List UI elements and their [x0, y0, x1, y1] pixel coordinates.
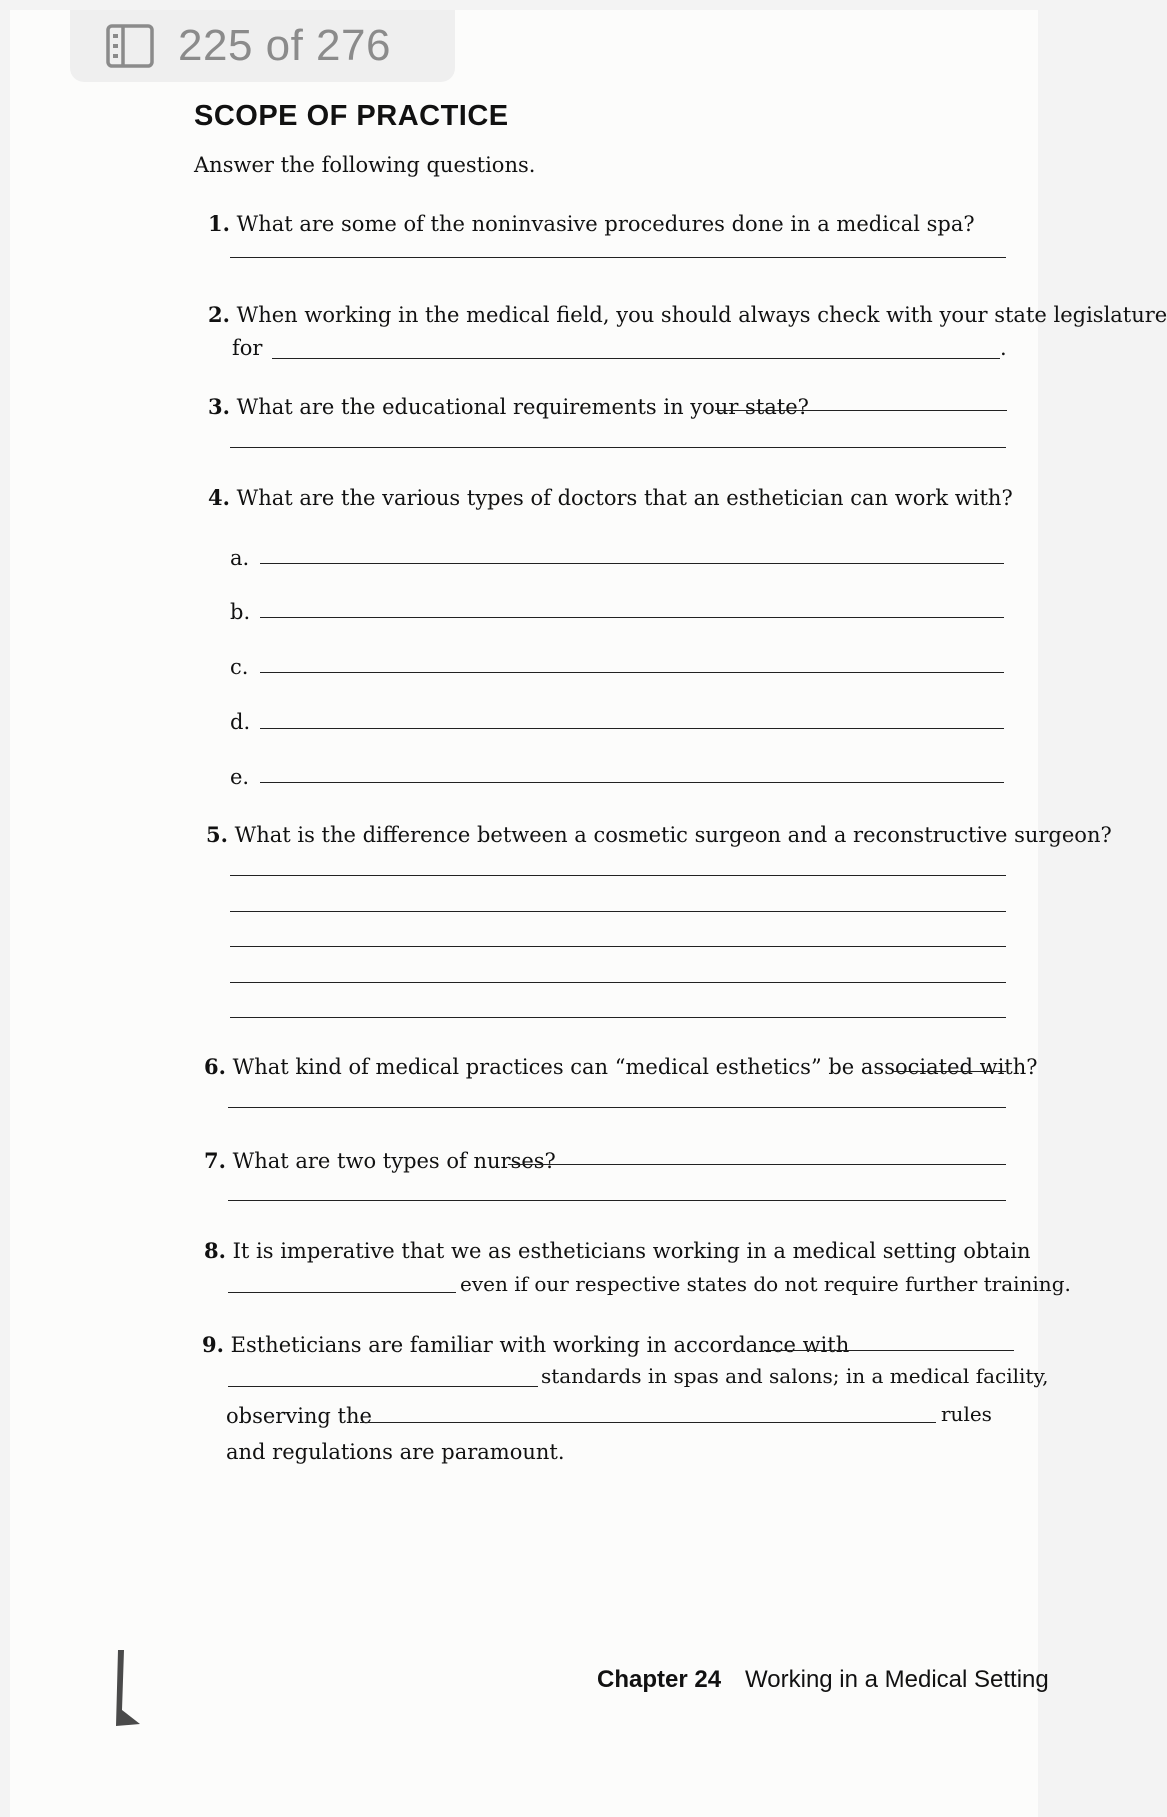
question-6 — [204, 1054, 1038, 1079]
question-8-continuation: even if our respective states do not require further training. — [460, 1272, 1071, 1296]
answer-line[interactable] — [228, 1292, 456, 1293]
question-2-continuation: for — [232, 336, 263, 360]
question-number: 4. — [208, 485, 230, 510]
answer-line[interactable] — [260, 672, 1004, 673]
sub-answer-label-b: b. — [230, 600, 251, 624]
question-number: 7. — [204, 1148, 226, 1173]
question-3 — [208, 394, 809, 419]
question-9-line3-start: observing the — [226, 1404, 372, 1428]
answer-line[interactable] — [228, 1107, 1006, 1108]
question-number: 5. — [206, 822, 228, 847]
sub-answer-label-c: c. — [230, 655, 249, 679]
question-number: 6. — [204, 1054, 226, 1079]
answer-line[interactable] — [230, 982, 1006, 983]
question-number: 1. — [208, 211, 230, 236]
sub-answer-label-d: d. — [230, 710, 251, 734]
answer-line[interactable] — [230, 875, 1006, 876]
question-text: It is imperative that we as estheticians working in a medical setting obtain — [232, 1239, 1031, 1263]
worksheet-title: SCOPE OF PRACTICE — [194, 100, 509, 132]
page-footer — [597, 1666, 1049, 1694]
question-text: Estheticians are familiar with working in accordance with — [230, 1333, 850, 1357]
answer-line[interactable] — [893, 1071, 1006, 1072]
answer-line[interactable] — [360, 1422, 936, 1423]
question-number: 3. — [208, 394, 230, 419]
answer-line[interactable] — [260, 617, 1004, 618]
document-page — [10, 10, 1167, 1817]
question-text: When working in the medical field, you should always check with your state legislature — [236, 303, 1167, 327]
answer-line[interactable] — [764, 1350, 1014, 1351]
question-9-continuation: standards in spas and salons; in a medical facility, — [541, 1364, 1049, 1388]
page-counter[interactable] — [70, 10, 455, 82]
question-9 — [202, 1332, 849, 1357]
answer-line[interactable] — [230, 447, 1006, 448]
answer-line[interactable] — [715, 410, 1007, 411]
question-text: What is the difference between a cosmetic surgeon and a reconstructive surgeon? — [234, 823, 1112, 847]
answer-line[interactable] — [260, 782, 1004, 783]
answer-line[interactable] — [230, 946, 1006, 947]
question-number: 8. — [204, 1238, 226, 1263]
question-text: What are some of the noninvasive procedures done in a medical spa? — [236, 212, 975, 236]
question-2 — [208, 302, 1167, 327]
question-9-line3-end: rules — [941, 1402, 992, 1426]
answer-line[interactable] — [260, 728, 1004, 729]
answer-line[interactable] — [508, 1164, 1006, 1165]
answer-line[interactable] — [230, 1017, 1006, 1018]
answer-line[interactable] — [228, 1200, 1006, 1201]
question-text: What are the various types of doctors that an esthetician can work with? — [236, 486, 1013, 510]
question-7 — [204, 1148, 556, 1173]
page-thumbnails-icon[interactable] — [106, 24, 154, 68]
question-text: What kind of medical practices can “medical esthetics” be associated with? — [232, 1055, 1038, 1079]
question-8 — [204, 1238, 1031, 1263]
sub-answer-label-e: e. — [230, 765, 250, 789]
answer-line[interactable] — [230, 257, 1006, 258]
answer-line[interactable] — [228, 1386, 538, 1387]
worksheet-instruction: Answer the following questions. — [194, 153, 536, 177]
chapter-number: Chapter 24 — [597, 1666, 722, 1693]
answer-line[interactable] — [272, 358, 1000, 359]
answer-line[interactable] — [230, 911, 1006, 912]
question-number: 2. — [208, 302, 230, 327]
answer-line[interactable] — [260, 563, 1004, 564]
page-edge-shadow — [110, 1650, 160, 1730]
question-text: What are the educational requirements in your state? — [236, 395, 809, 419]
question-4 — [208, 485, 1013, 510]
question-number: 9. — [202, 1332, 224, 1357]
question-2-period: . — [1000, 336, 1007, 360]
question-1 — [208, 211, 975, 236]
question-5 — [206, 822, 1112, 847]
question-text: What are two types of nurses? — [232, 1149, 556, 1173]
question-9-line4: and regulations are paramount. — [226, 1440, 565, 1464]
page-counter-text: 225 of 276 — [178, 21, 391, 70]
sub-answer-label-a: a. — [230, 546, 250, 570]
chapter-title: Working in a Medical Setting — [745, 1666, 1049, 1693]
